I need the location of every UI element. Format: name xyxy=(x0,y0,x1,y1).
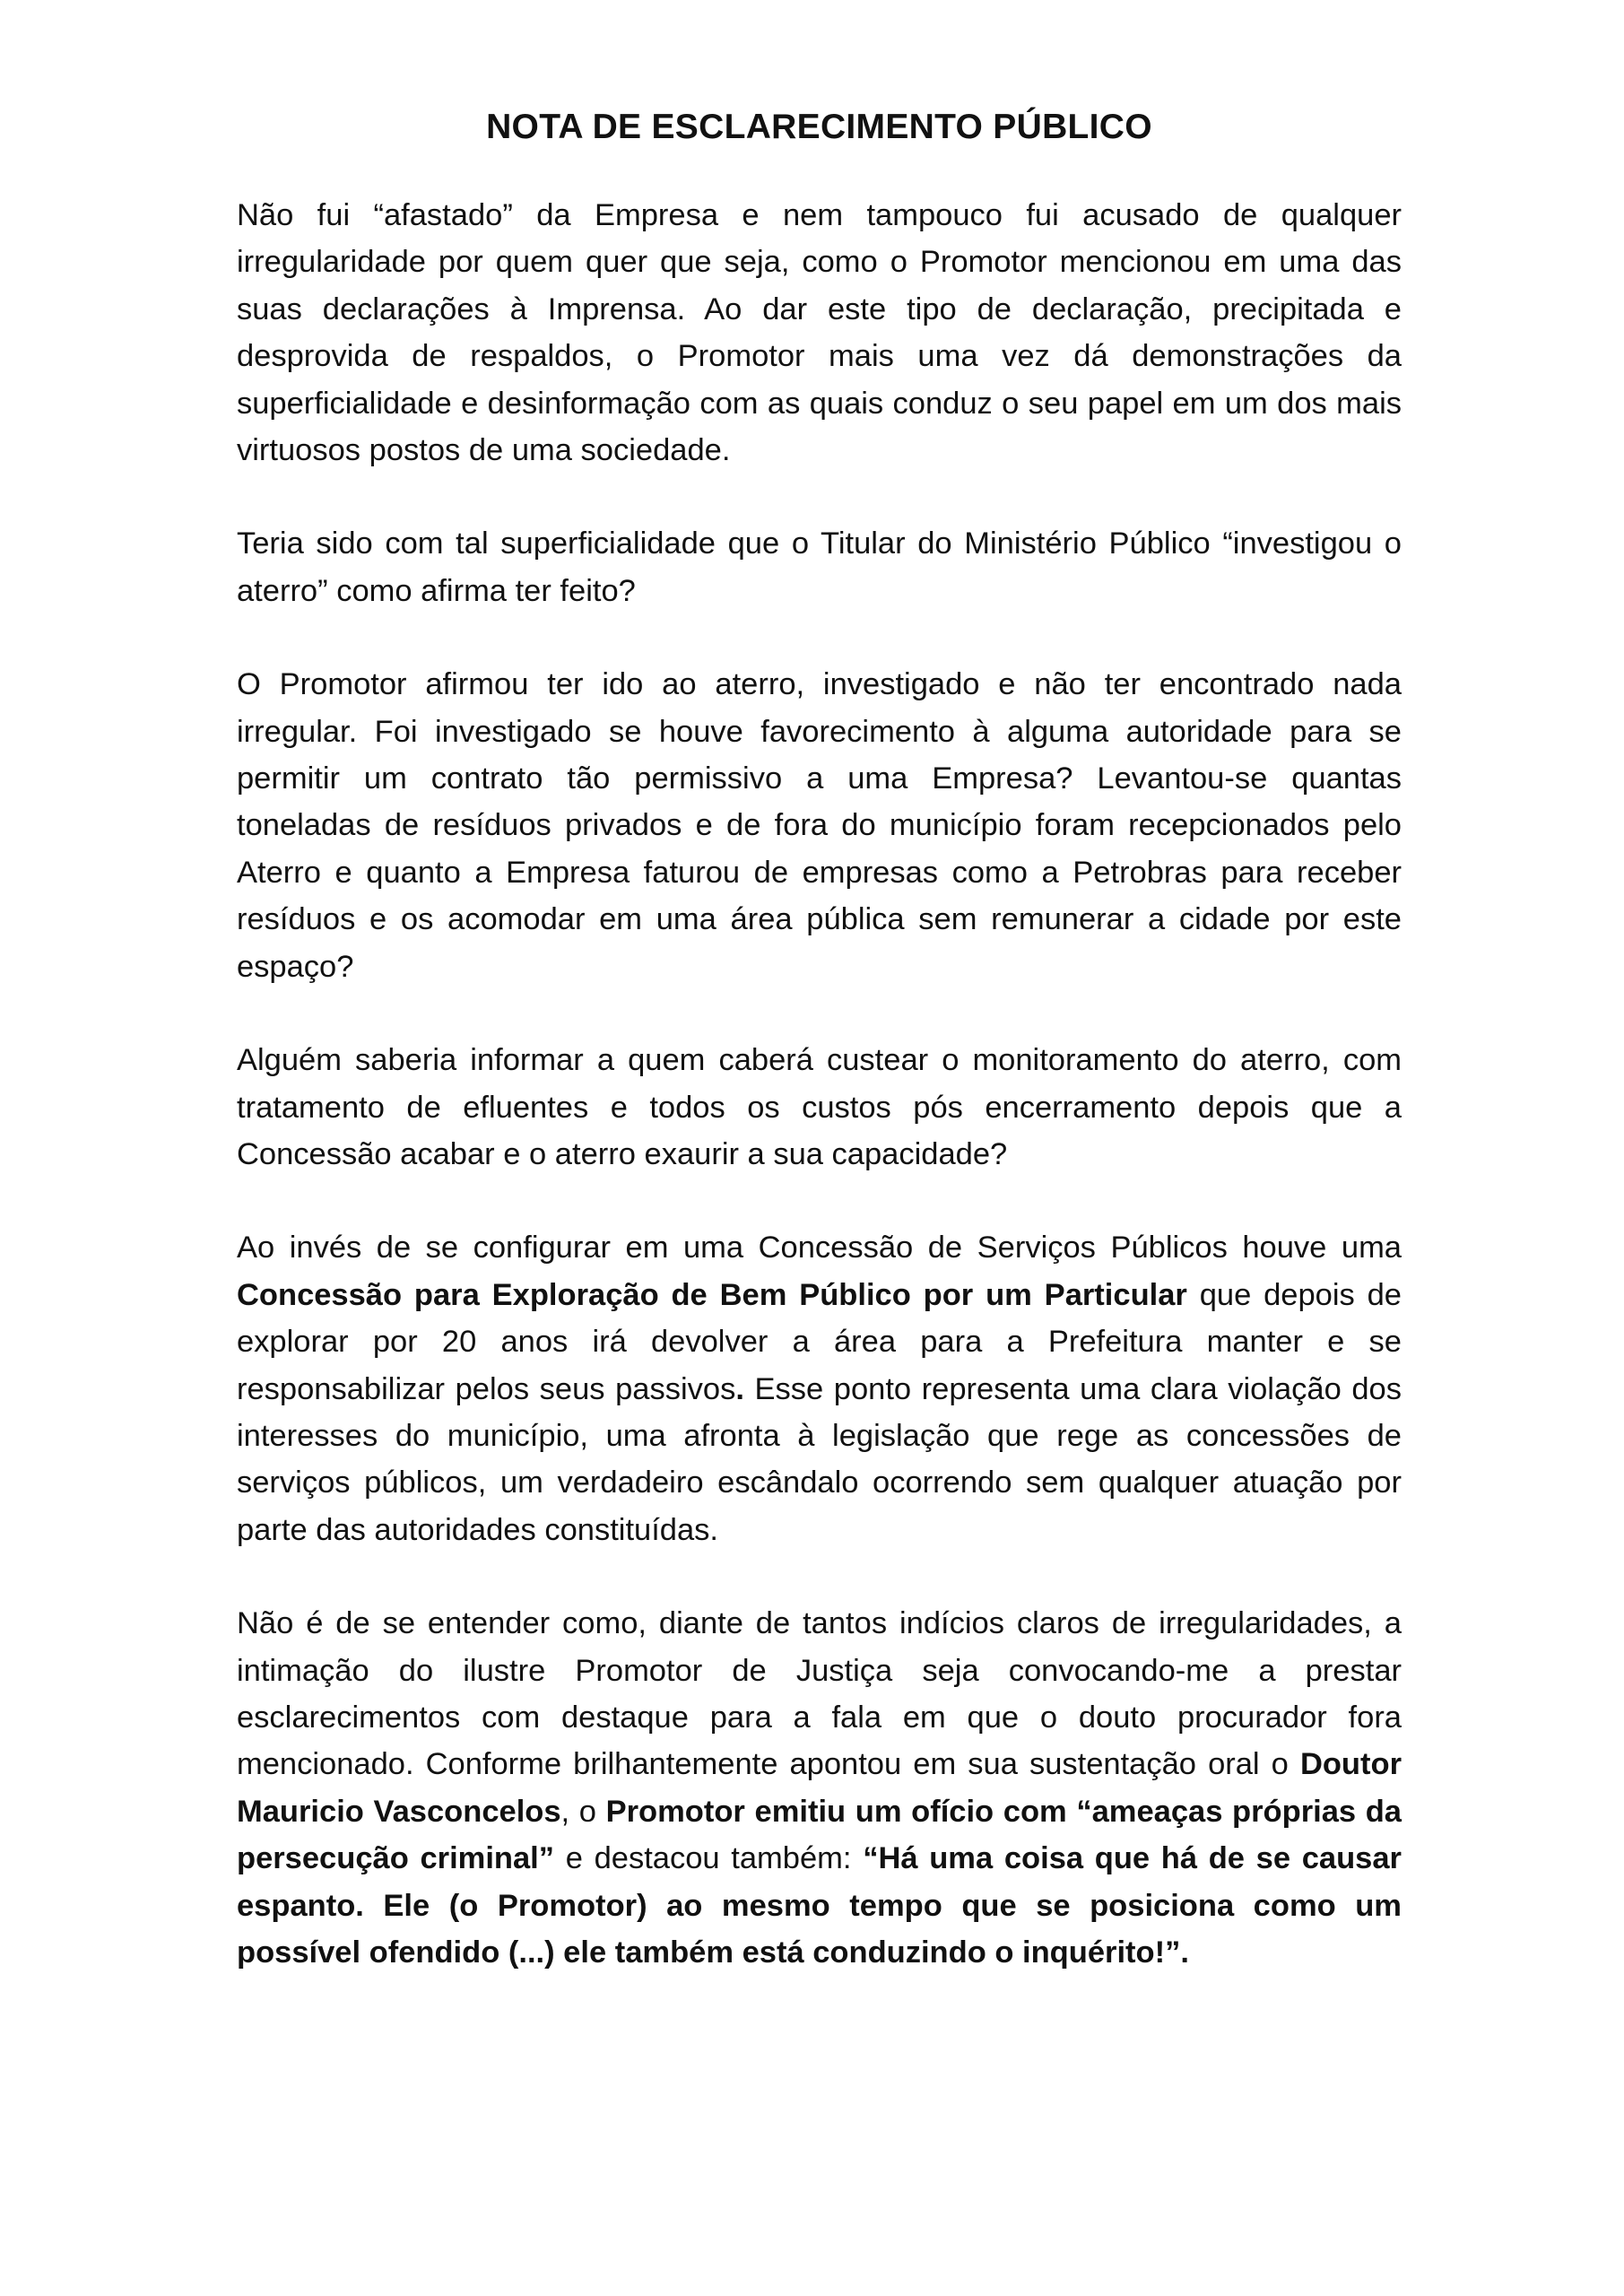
bold-text-run: Concessão para Exploração de Bem Público por um Particular xyxy=(237,1277,1187,1312)
paragraph xyxy=(237,1224,1402,1553)
text-run: O Promotor afirmou ter ido ao aterro, investigado e não ter encontrado nada irregular. Foi investigado se houve favorecimento à alguma autoridade para se permitir um contrato tão permissivo a uma Empresa? Levantou-se quantas toneladas de resíduos privados e de fora do município foram recepcionados pelo Aterro e quanto a Empresa faturou de empresas como a Petrobras para receber resíduos e os acomodar em uma área pública sem remunerar a cidade por este espaço? xyxy=(237,667,1402,984)
bold-text-run: Promotor emitiu um ofício com “ameaças próprias da persecução criminal” xyxy=(237,1794,1402,1876)
text-run: que depois de explorar por 20 anos irá devolver a área para a Prefeitura manter e se responsabilizar pelos seus passivos xyxy=(237,1277,1402,1406)
paragraph xyxy=(237,1600,1402,1976)
text-run: Esse ponto representa uma clara violação dos interesses do município, uma afronta à legislação que rege as concessões de serviços públicos, um verdadeiro escândalo ocorrendo sem qualquer atuação por parte das autoridades constituídas. xyxy=(237,1371,1402,1547)
text-run: Não é de se entender como, diante de tantos indícios claros de irregularidades, a intimação do ilustre Promotor de Justiça seja convocando-me a prestar esclarecimentos com destaque para a fala em que o douto procurador fora mencionado. Conforme brilhantemente apontou em sua sustentação oral o xyxy=(237,1606,1402,1782)
bold-text-run: . xyxy=(735,1371,744,1406)
paragraph xyxy=(237,1037,1402,1178)
text-run: Alguém saberia informar a quem caberá custear o monitoramento do aterro, com tratamento de efluentes e todos os custos pós encerramento depois que a Concessão acabar e o aterro exaurir a sua capacidade? xyxy=(237,1043,1402,1171)
text-run: Ao invés de se configurar em uma Concessão de Serviços Públicos houve uma xyxy=(237,1231,1402,1265)
paragraph xyxy=(237,192,1402,474)
bold-text-run: “Há uma coisa que há de se causar espanto. Ele (o Promotor) ao mesmo tempo que se posiciona como um possível ofendido (...) ele também está conduzindo o inquérito!”. xyxy=(237,1841,1402,1970)
text-run: Teria sido com tal superficialidade que o Titular do Ministério Público “investigou o aterro” como afirma ter feito? xyxy=(237,526,1402,608)
paragraph xyxy=(237,520,1402,614)
bold-text-run: Doutor Mauricio Vasconcelos xyxy=(237,1747,1402,1829)
paragraph xyxy=(237,661,1402,990)
document-body xyxy=(237,192,1402,1976)
text-run: , o xyxy=(560,1794,606,1829)
text-run: Não fui “afastado” da Empresa e nem tampouco fui acusado de qualquer irregularidade por quem quer que seja, como o Promotor mencionou em uma das suas declarações à Imprensa. Ao dar este tipo de declaração, precipitada e desprovida de respaldos, o Promotor mais uma vez dá demonstrações da superficialidade e desinformação com as quais conduz o seu papel em um dos mais virtuosos postos de uma sociedade. xyxy=(237,198,1402,468)
text-run: e destacou também: xyxy=(554,1841,864,1876)
document-title: NOTA DE ESCLARECIMENTO PÚBLICO xyxy=(486,108,1152,146)
